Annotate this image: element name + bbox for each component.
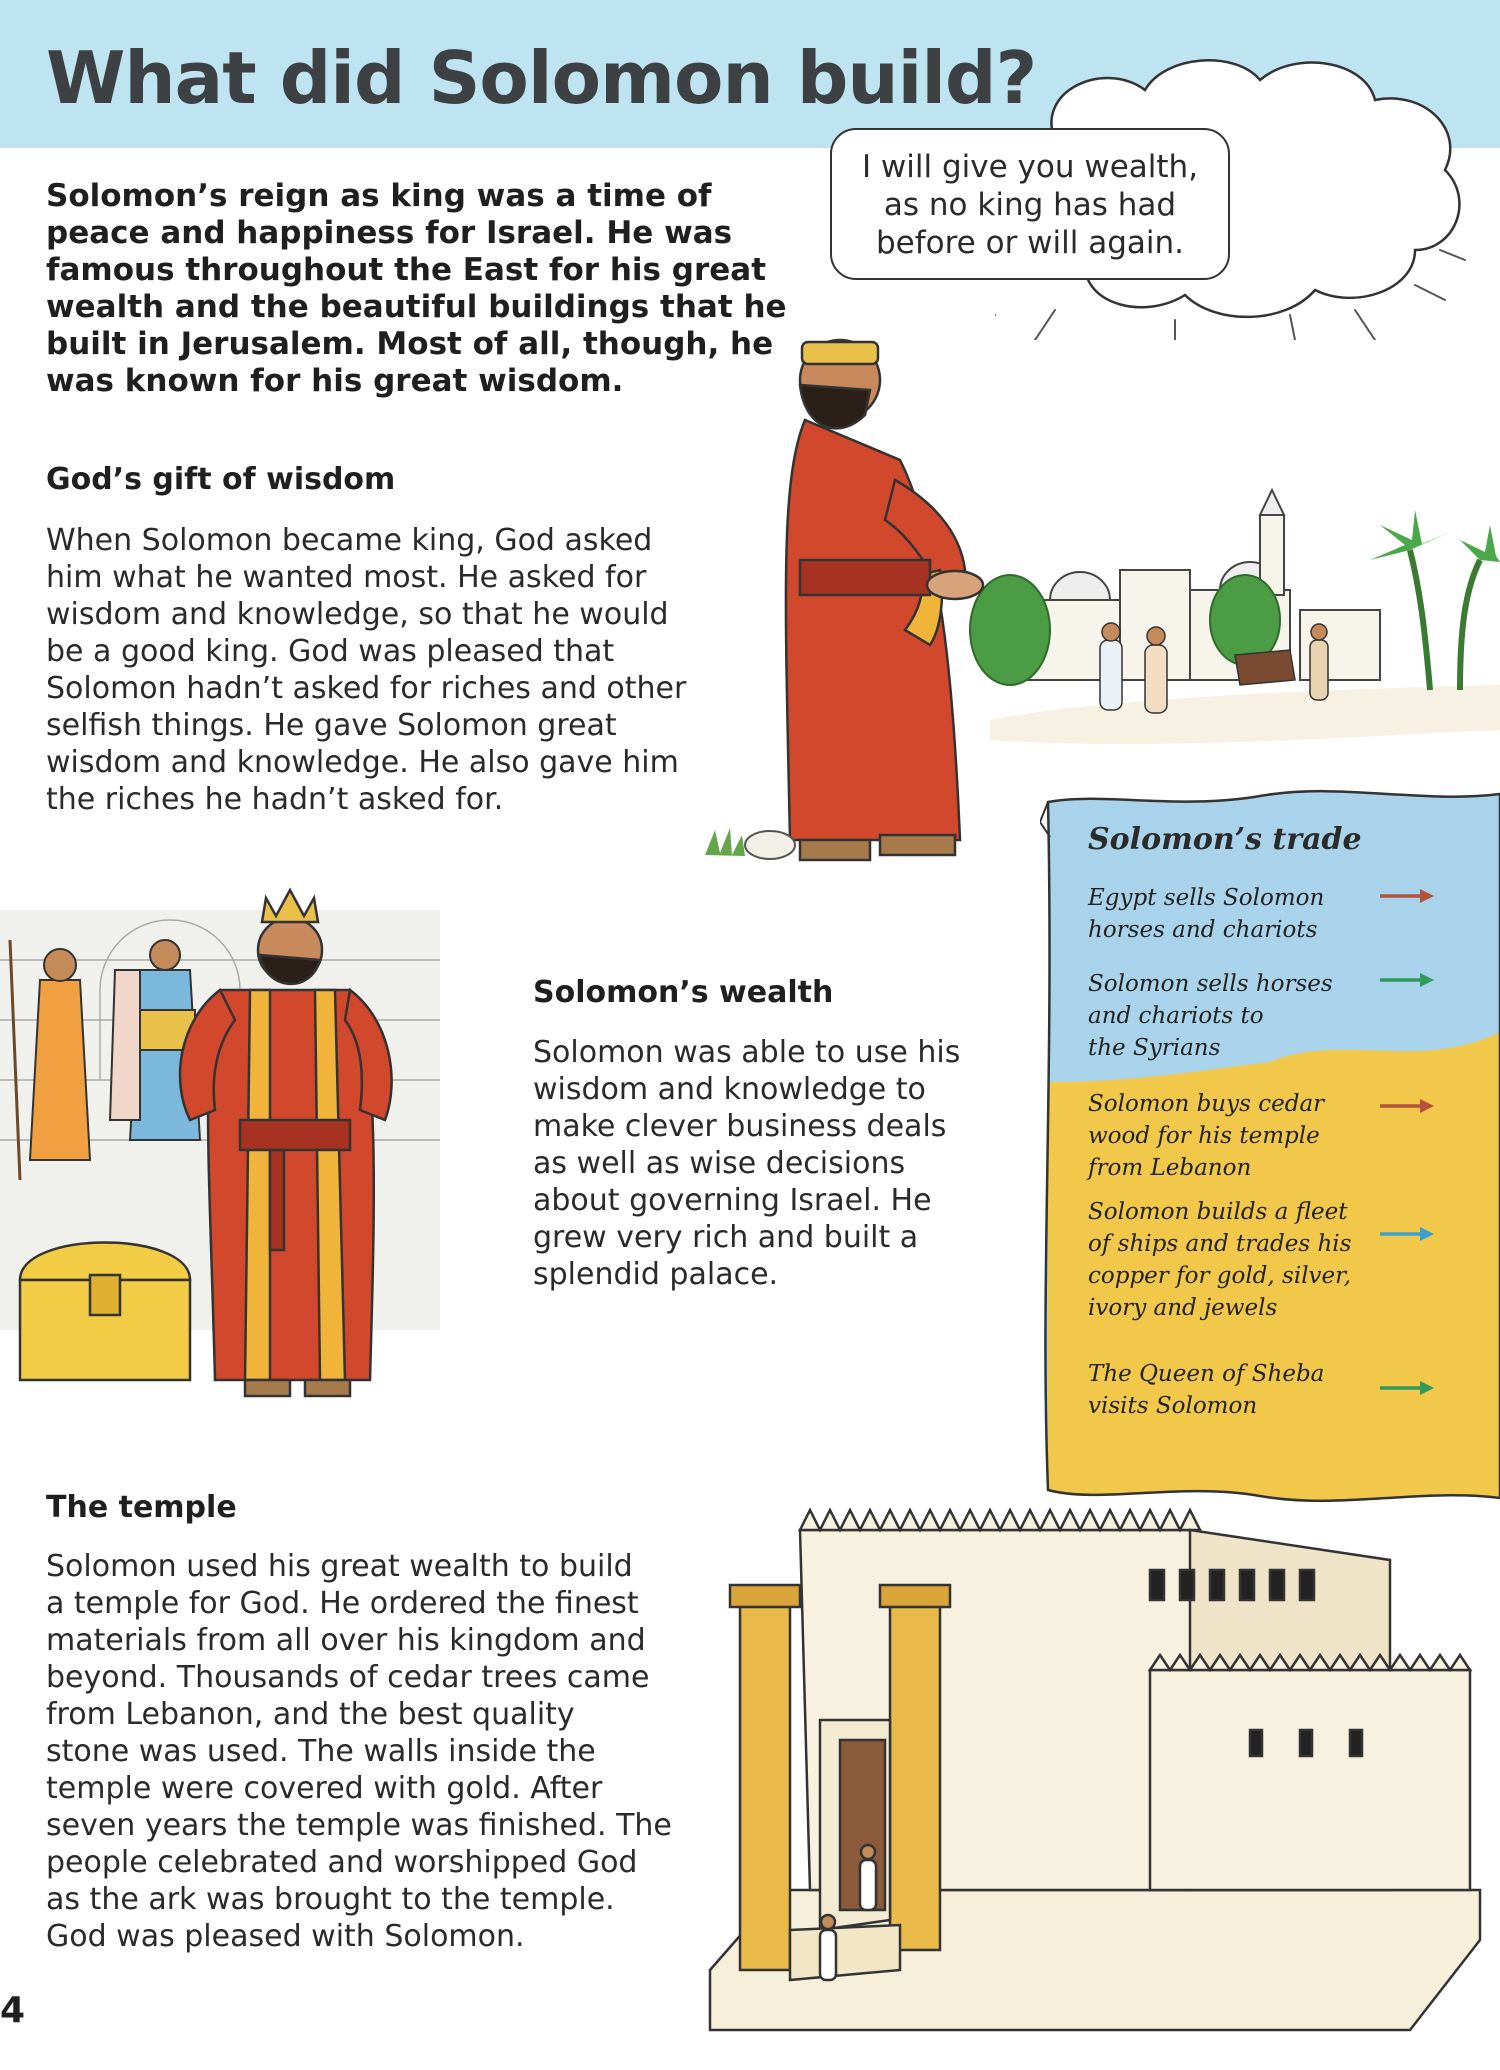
speech-line: as no king has had <box>883 187 1177 223</box>
trade-item <box>1088 968 1368 1064</box>
text-line: as well as wise decisions <box>533 1146 906 1181</box>
speech-line: I will give you wealth, <box>861 149 1199 185</box>
text-line: temple were covered with gold. After <box>46 1771 603 1806</box>
trade-item-line: visits Solomon <box>1088 1393 1258 1419</box>
text-line: be a good king. God was pleased that <box>46 634 615 669</box>
text-line: materials from all over his kingdom and <box>46 1623 646 1658</box>
temple-illustration <box>690 1470 1500 2070</box>
text-line: splendid palace. <box>533 1257 779 1292</box>
page-title: What did Solomon build? <box>46 36 1037 120</box>
trade-arrow-red-icon <box>1378 1096 1436 1116</box>
text-line: people celebrated and worshipped God <box>46 1845 638 1880</box>
intro-line: built in Jerusalem. Most of all, though, he <box>46 326 774 362</box>
text-line: wisdom and knowledge, so that he would <box>46 597 669 632</box>
section-heading-temple: The temple <box>46 1490 237 1525</box>
section-text-wisdom <box>46 522 686 818</box>
text-line: from Lebanon, and the best quality <box>46 1697 575 1732</box>
text-line: God was pleased with Solomon. <box>46 1919 525 1954</box>
text-line: the riches he hadn’t asked for. <box>46 782 504 817</box>
trade-arrow-blue-icon <box>1378 1224 1436 1244</box>
text-line: Solomon hadn’t asked for riches and other <box>46 671 687 706</box>
text-line: grew very rich and built a <box>533 1220 919 1255</box>
trade-item-line: of ships and trades his <box>1088 1231 1352 1257</box>
trade-item-line: ivory and jewels <box>1088 1295 1278 1321</box>
trade-item-line: Solomon builds a fleet <box>1088 1199 1348 1225</box>
text-line: stone was used. The walls inside the <box>46 1734 596 1769</box>
solomon-wealth-illustration <box>0 880 480 1420</box>
text-line: wisdom and knowledge. He also gave him <box>46 745 679 780</box>
trade-item-line: and chariots to <box>1088 1003 1264 1029</box>
trade-item-line: Solomon buys cedar <box>1088 1091 1325 1117</box>
trade-item-line: from Lebanon <box>1088 1155 1252 1181</box>
trade-title: Solomon’s trade <box>1088 822 1362 857</box>
speech-line: before or will again. <box>875 225 1185 261</box>
intro-line: wealth and the beautiful buildings that he <box>46 289 787 325</box>
text-line: selfish things. He gave Solomon great <box>46 708 617 743</box>
trade-item-line: Solomon sells horses <box>1088 971 1333 997</box>
speech-bubble <box>830 128 1230 280</box>
text-line: about governing Israel. He <box>533 1183 932 1218</box>
trade-arrow-red-icon <box>1378 886 1436 906</box>
trade-item-line: copper for gold, silver, <box>1088 1263 1351 1289</box>
trade-item-line: the Syrians <box>1088 1035 1221 1061</box>
intro-line: Solomon’s reign as king was a time of <box>46 178 712 214</box>
trade-arrow-green-icon <box>1378 970 1436 990</box>
text-line: seven years the temple was finished. The <box>46 1808 672 1843</box>
trade-item-line: The Queen of Sheba <box>1088 1361 1325 1387</box>
text-line: him what he wanted most. He asked for <box>46 560 647 595</box>
section-heading-wealth: Solomon’s wealth <box>533 975 834 1010</box>
page-number: 4 <box>0 1990 26 2031</box>
intro-line: was known for his great wisdom. <box>46 363 624 399</box>
trade-item <box>1088 1196 1368 1324</box>
trade-item <box>1088 1358 1368 1422</box>
text-line: a temple for God. He ordered the finest <box>46 1586 639 1621</box>
intro-line: peace and happiness for Israel. He was <box>46 215 733 251</box>
text-line: Solomon was able to use his <box>533 1035 961 1070</box>
text-line: wisdom and knowledge to <box>533 1072 926 1107</box>
section-heading-wisdom: God’s gift of wisdom <box>46 462 396 497</box>
trade-arrow-green-icon <box>1378 1378 1436 1398</box>
intro-line: famous throughout the East for his great <box>46 252 767 288</box>
trade-item-line: horses and chariots <box>1088 917 1318 943</box>
text-line: Solomon used his great wealth to build <box>46 1549 633 1584</box>
section-text-wealth <box>533 1034 960 1293</box>
trade-item-line: wood for his temple <box>1088 1123 1320 1149</box>
intro-paragraph <box>46 178 787 400</box>
text-line: beyond. Thousands of cedar trees came <box>46 1660 650 1695</box>
text-line: as the ark was brought to the temple. <box>46 1882 615 1917</box>
trade-item-line: Egypt sells Solomon <box>1088 885 1325 911</box>
trade-item <box>1088 1088 1368 1184</box>
text-line: make clever business deals <box>533 1109 947 1144</box>
text-line: When Solomon became king, God asked <box>46 523 653 558</box>
trade-item <box>1088 882 1368 946</box>
section-text-temple <box>46 1548 672 1955</box>
